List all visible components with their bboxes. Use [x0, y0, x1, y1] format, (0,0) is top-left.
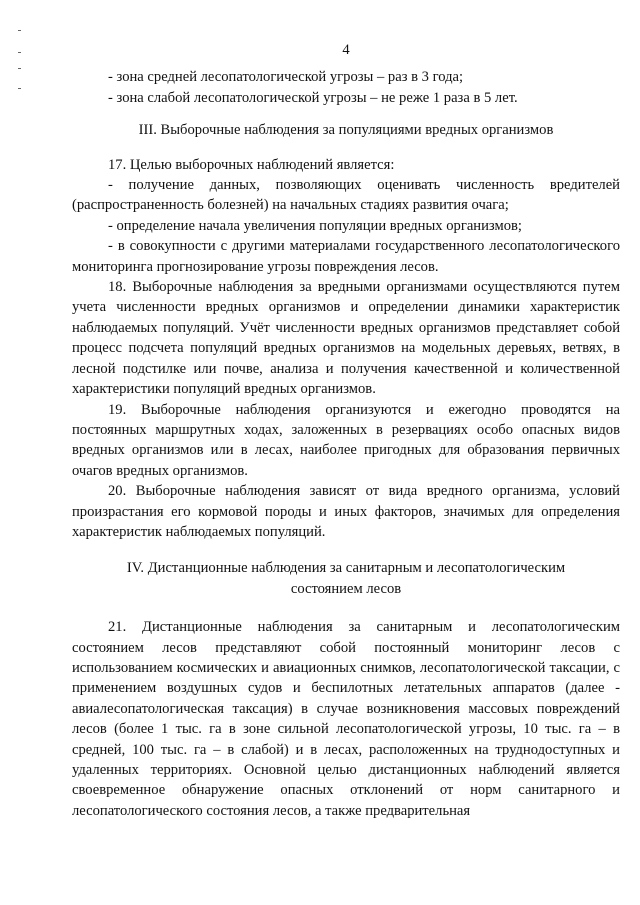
section-3-heading: III. Выборочные наблюдения за популяциями вредных организмов [138, 122, 554, 139]
paragraph-17-item-2: - определение начала увеличения популяции вредных организмов; [108, 217, 522, 234]
list-item-medium-threat: - зона средней лесопатологической угрозы – раз в 3 года; [108, 69, 464, 86]
paragraph-17-intro: 17. Целью выборочных наблюдений является: [108, 156, 395, 173]
paragraph-21: 21. Дистанционные наблюдения за санитарным и лесопатологическим состоянием лесов представляют собой постоянный мониторинг лесов с использованием космических и авиационных снимков, лесопатологической таксации, с применением воздушных судов и беспилотных летательных аппаратов (далее - авиалесопатологическая таксация) в случае возникновения массовых повреждений лесов (более 1 тыс. га в зоне сильной лесопатологической угрозы, 10 тыс. га – в средней, 100 тыс. га – в слабой) и в лесах, расположенных на труднодоступных и удаленных территориях. Основной целью дистанционных наблюдений является своевременное обнаружение опасных отклонений от норм санитарного и лесопатологического состояния лесов, а также предварительная [72, 619, 620, 819]
paragraph-17-item-1: - получение данных, позволяющих оценивать численность вредителей (распространенность болезней) на начальных стадиях развития очага; [72, 177, 620, 214]
paragraph-17-item-3: - в совокупности с другими материалами государственного лесопатологического мониторинга прогнозирование угрозы повреждения лесов. [72, 238, 620, 275]
paragraph-19: 19. Выборочные наблюдения организуются и ежегодно проводятся на постоянных маршрутных ходах, заложенных в резервациях особо опасных видов вредных организмов или в лесах, наиболее пригодных для образования первичных очагов вредных организмов. [72, 401, 620, 479]
document-page [72, 40, 620, 821]
list-item-weak-threat: - зона слабой лесопатологической угрозы – не реже 1 раза в 5 лет. [108, 89, 518, 106]
paragraph-18: 18. Выборочные наблюдения за вредными организмами осуществляются путем учета численности вредных организмов и определении динамики характеристик наблюдаемых популяций. Учёт численности вредных организмов представляет собой процесс подсчета популяций вредных организмов на модельных деревьях, ветвях, в лесной подстилке или почве, анализа и получения качественной и количественной характеристики популяций вредных организмов. [72, 279, 620, 398]
section-4-heading: IV. Дистанционные наблюдения за санитарным и лесопатологическим состоянием лесов [126, 560, 566, 597]
margin-scan-marks [18, 30, 28, 100]
paragraph-20: 20. Выборочные наблюдения зависят от вида вредного организма, условий произрастания его кормовой породы и иных факторов, значимых для определения характеристик наблюдаемых популяций. [72, 483, 620, 540]
page-number: 4 [342, 42, 350, 58]
